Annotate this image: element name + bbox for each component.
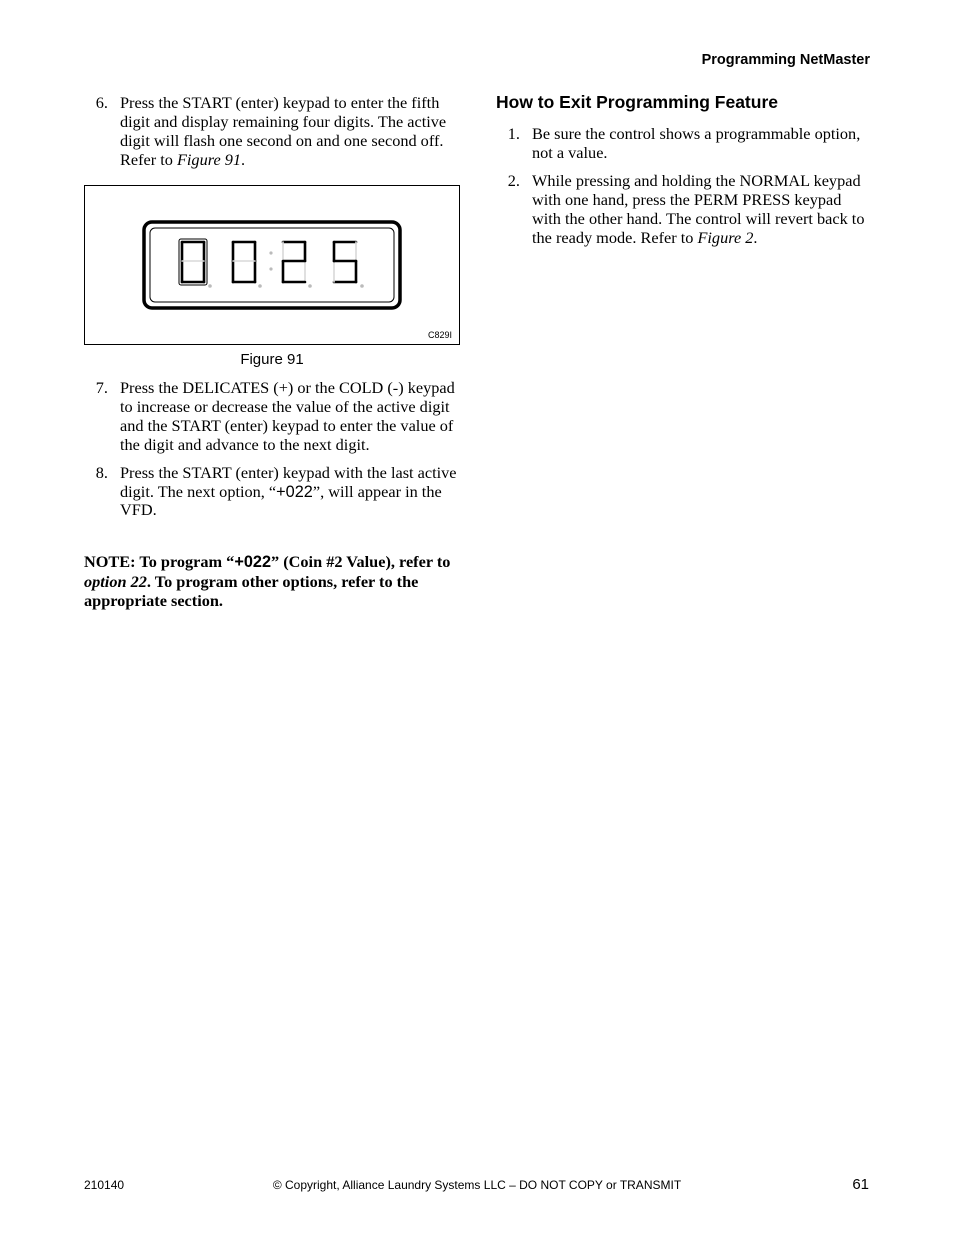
exit-step-1 (496, 125, 872, 163)
exit-step-2 (496, 172, 872, 248)
step-number: 7. (95, 378, 108, 397)
vfd-digits (179, 239, 356, 285)
figure-caption: Figure 91 (240, 351, 304, 368)
step-number: 6. (95, 93, 108, 112)
step-7 (84, 379, 460, 455)
step-number: 8. (95, 462, 108, 482)
vfd-digit (179, 239, 207, 285)
step-text: Press the START (enter) keypad to enter the fifth digit and display remaining four digits. The active digit will flash one second on and one second off. Refer to Figure 91. (120, 93, 447, 169)
doc-number: 210140 (84, 1178, 125, 1192)
copyright-notice: © Copyright, Alliance Laundry Systems LLC – DO NOT COPY or TRANSMIT (272, 1178, 682, 1192)
step-text: Press the DELICATES (+) or the COLD (-) keypad to increase or decrease the value of the active digit and the START (enter) keypad to enter the value of the digit and advance to the next digit. (120, 378, 455, 454)
figure-91 (84, 185, 460, 345)
step-text: While pressing and holding the NORMAL keypad with one hand, press the PERM PRESS keypad with the other hand. The control will revert back to the ready mode. Refer to Figure 2. (532, 170, 865, 247)
option-reference: option 22 (84, 572, 147, 592)
note: NOTE: To program “+022” (Coin #2 Value), refer to option 22. To program other options, refer to the appropriate section. (84, 552, 451, 611)
page-number: 61 (852, 1176, 869, 1193)
left-steps-b (84, 379, 460, 529)
vfd-digit (233, 242, 255, 282)
figure-code: C829I (427, 330, 452, 340)
figure-reference: Figure 2 (697, 227, 754, 247)
running-head: Programming NetMaster (701, 52, 870, 68)
step-number: 2. (507, 170, 520, 190)
left-steps-a (84, 94, 460, 179)
option-code: +022 (234, 553, 272, 571)
step-number: 1. (507, 124, 520, 143)
vfd-digit (334, 242, 356, 282)
step-text: Be sure the control shows a programmable option, not a value. (532, 124, 861, 162)
step-6 (84, 94, 460, 170)
exit-programming-section (496, 92, 872, 256)
option-code: +022 (276, 482, 313, 501)
vfd-display-illustration (85, 186, 459, 344)
vfd-decimal-dots (208, 284, 364, 288)
step-text: Press the START (enter) keypad with the last active digit. The next option, “+022”, will appear in the VFD. (120, 462, 457, 520)
section-heading: How to Exit Programming Feature (496, 92, 778, 112)
figure-reference: Figure 91 (176, 149, 242, 169)
step-8 (84, 464, 460, 521)
vfd-colon-dots (269, 251, 272, 270)
vfd-digit (283, 242, 305, 282)
